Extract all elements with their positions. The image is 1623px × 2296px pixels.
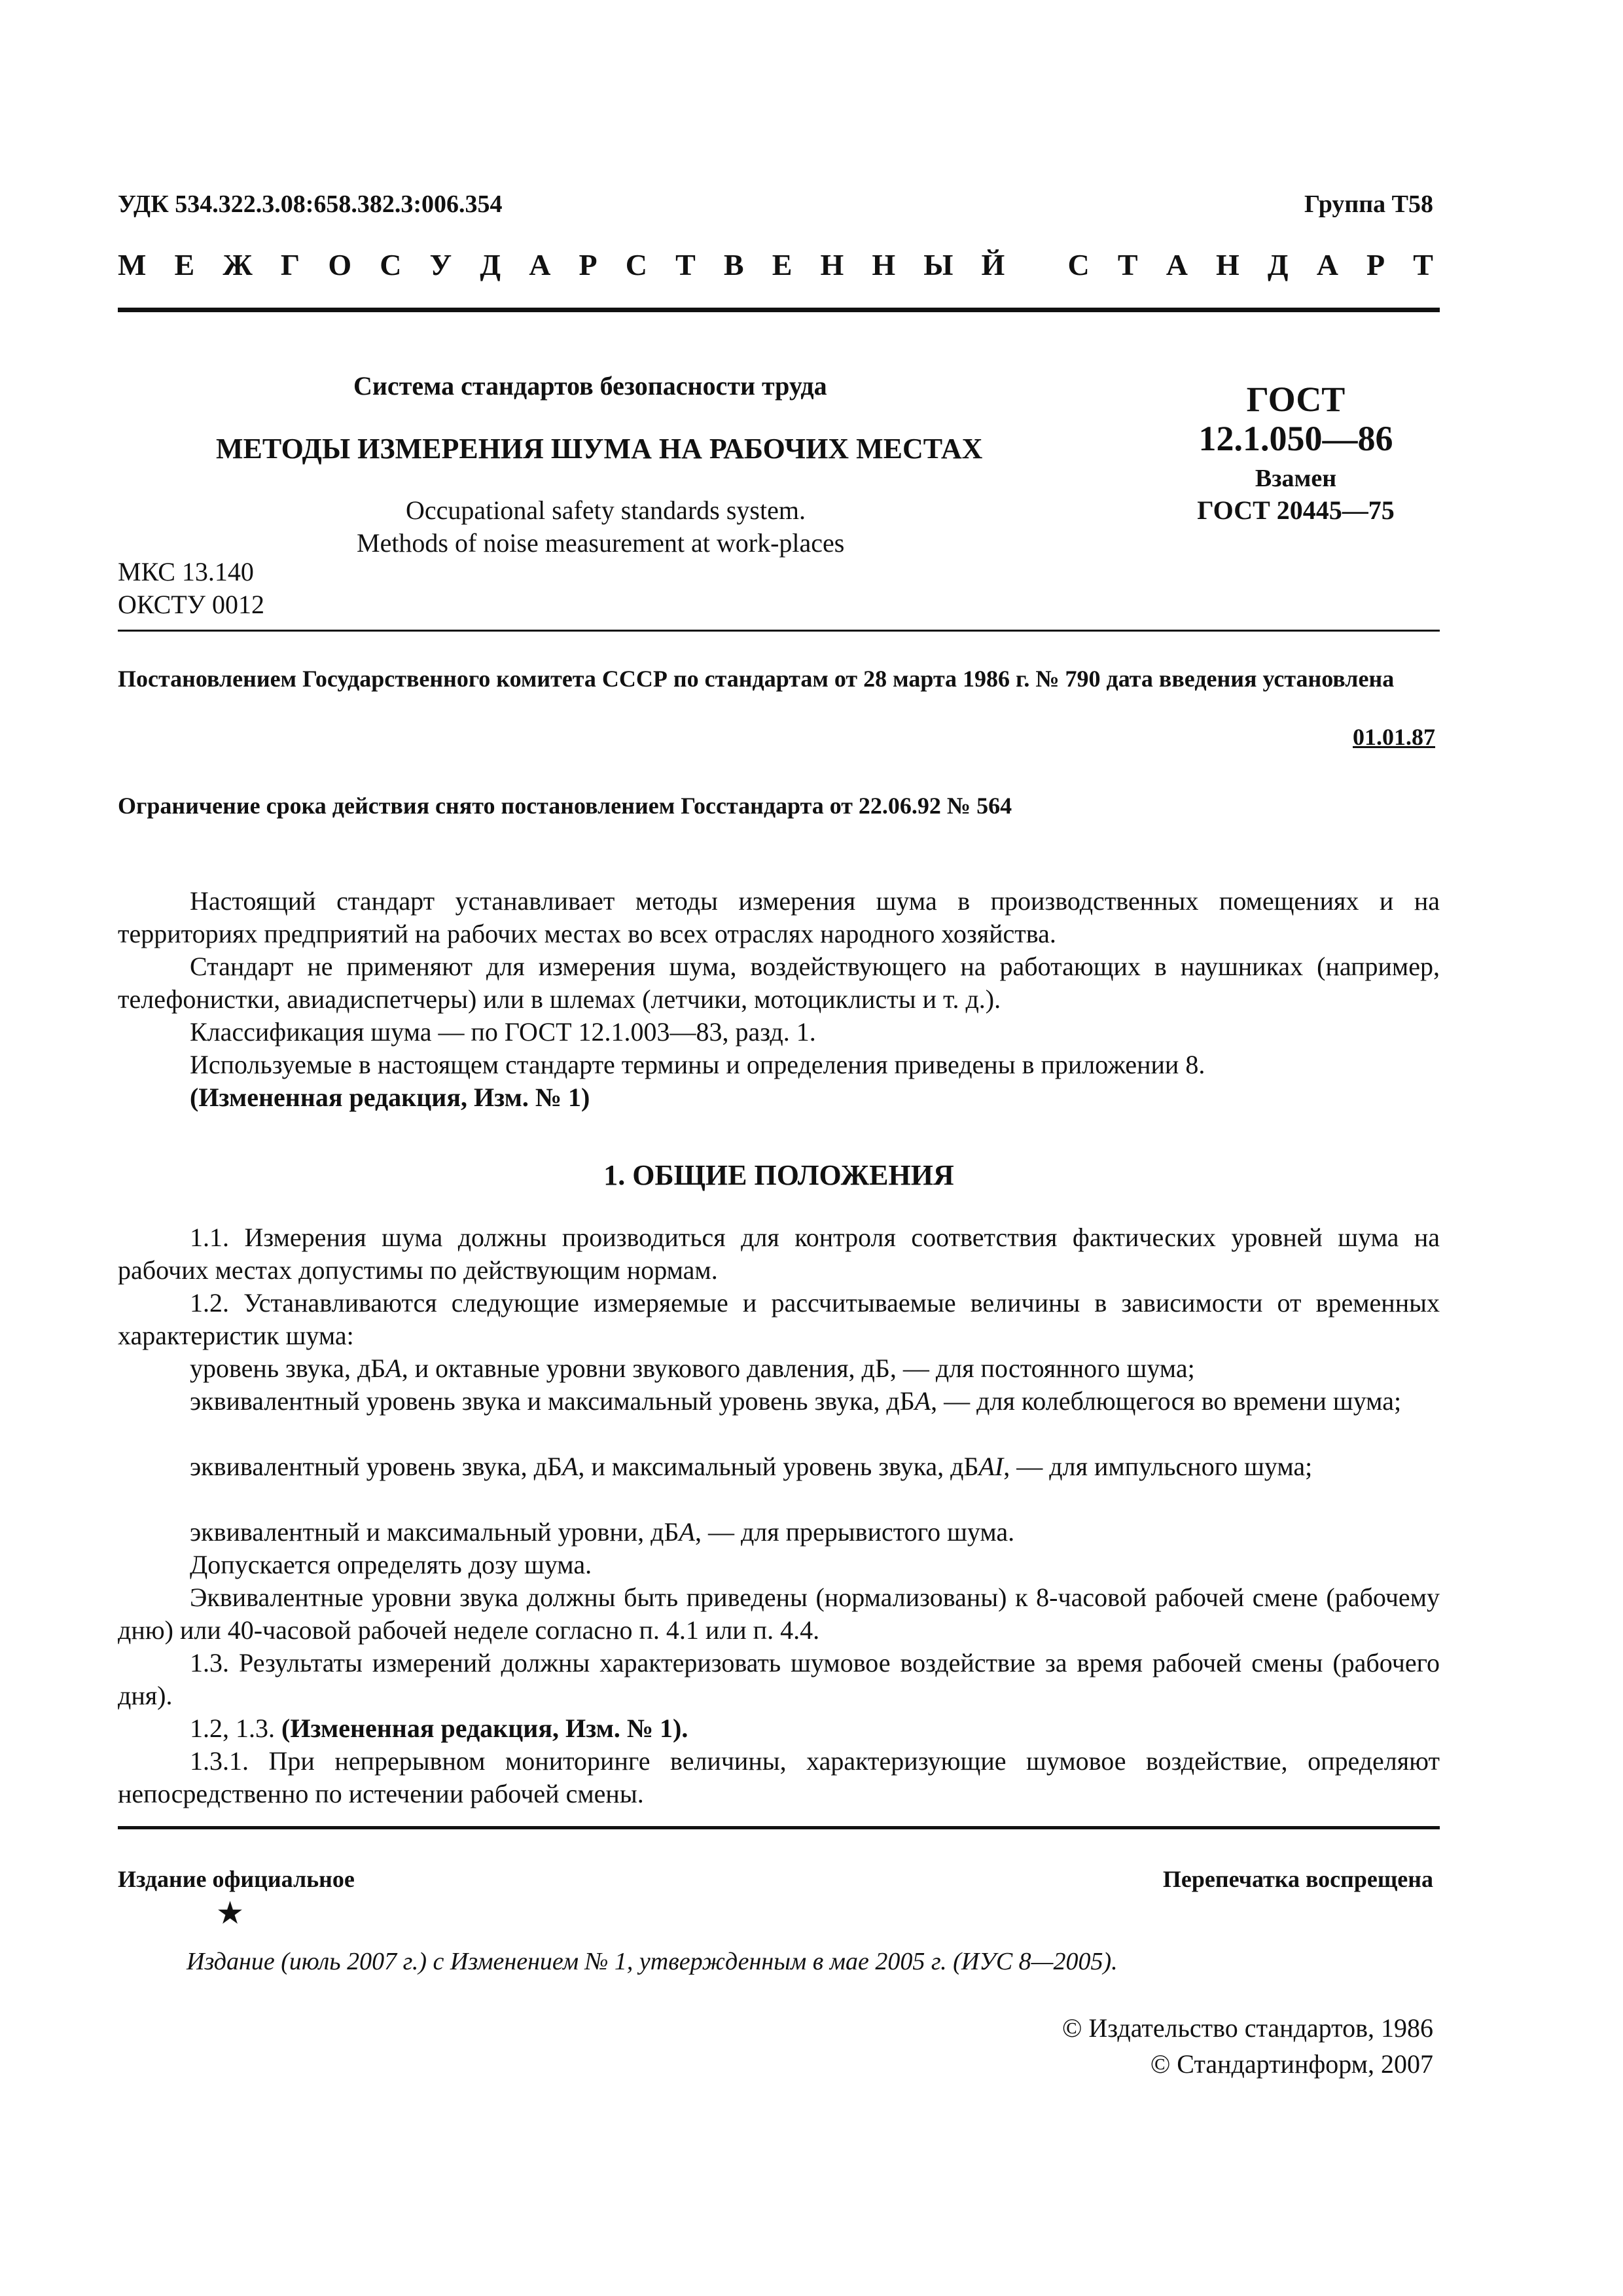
noise-dose-note: Допускается определять дозу шума.	[190, 1550, 592, 1579]
official-edition-label: Издание официальное	[118, 1866, 355, 1892]
banner-letter: Н	[872, 248, 896, 281]
validity-limitation-note: Ограничение срока действия снято постановлением Госстандарта от 22.06.92 № 564	[118, 793, 1012, 819]
reprint-prohibited-label: Перепечатка воспрещена	[1162, 1866, 1433, 1892]
intro-revision-note: (Измененная редакция, Изм. № 1)	[190, 1083, 590, 1112]
footer-rule	[118, 1826, 1440, 1829]
quantity-item-intermittent-noise: эквивалентный и максимальный уровни, дБА, — для прерывистого шума.	[190, 1517, 1015, 1547]
banner-letter: А	[1166, 248, 1188, 281]
intro-paragraph-terms: Используемые в настоящем стандарте термины и определения приведены в приложении 8.	[190, 1050, 1205, 1079]
header-rule	[118, 308, 1440, 312]
banner-letter: Р	[579, 248, 597, 281]
intro-paragraph-exclusions: Стандарт не применяют для измерения шума, воздействующего на работающих в наушниках (например, телефонистки, авиадиспетчеры) или в шлемах (летчики, мотоциклисты и т. д.).	[118, 952, 1440, 1014]
clauses-revision-text: (Измененная редакция, Изм. № 1).	[281, 1713, 688, 1743]
english-title-line-1: Occupational safety standards system.	[406, 495, 806, 525]
mks-code: МКС 13.140	[118, 557, 254, 586]
banner-letter: А	[529, 248, 551, 281]
banner-letter: Р	[1366, 248, 1385, 281]
intro-paragraph-scope: Настоящий стандарт устанавливает методы измерения шума в производственных помещениях и на территориях предприятий на рабочих местах во всех отраслях народного хозяйства.	[118, 886, 1440, 948]
banner-letter: Г	[280, 248, 300, 281]
banner-gap	[1033, 247, 1039, 282]
banner-letter: М	[118, 248, 147, 281]
banner-letter: Т	[1413, 248, 1433, 281]
clause-1-3: 1.3. Результаты измерений должны характеризовать шумовое воздействие за время рабочей смены (рабочего дня).	[118, 1648, 1440, 1710]
copyright-publisher-1986: © Издательство стандартов, 1986	[1061, 2013, 1433, 2043]
title-block-rule	[118, 630, 1440, 632]
interstate-standard-banner	[118, 247, 1433, 282]
banner-letter: У	[429, 248, 452, 281]
banner-letter: Ы	[923, 248, 954, 281]
banner-letter: В	[723, 248, 744, 281]
banner-letter: Й	[981, 248, 1005, 281]
document-title: МЕТОДЫ ИЗМЕРЕНИЯ ШУМА НА РАБОЧИХ МЕСТАХ	[216, 433, 983, 465]
banner-letter: Д	[1267, 248, 1289, 281]
banner-letter: Е	[772, 248, 793, 281]
clause-1-2: 1.2. Устанавливаются следующие измеряемые и рассчитываемые величины в зависимости от временных характеристик шума:	[118, 1288, 1440, 1350]
replaces-number: ГОСТ 20445—75	[1197, 495, 1395, 525]
banner-letter: Т	[675, 248, 696, 281]
banner-letter: Н	[820, 248, 844, 281]
adoption-decree: Постановлением Государственного комитета СССР по стандартам от 28 марта 1986 г. № 790 дата введения установлена	[118, 666, 1395, 692]
edition-note: Издание (июль 2007 г.) с Изменением № 1, утвержденным в мае 2005 г. (ИУС 8—2005).	[187, 1948, 1118, 1975]
group-code: Группа Т58	[1304, 190, 1433, 218]
banner-letter: С	[625, 248, 647, 281]
star-icon: ★	[216, 1895, 245, 1931]
banner-letter: С	[1067, 248, 1090, 281]
standards-system-name: Система стандартов безопасности труда	[353, 371, 827, 401]
introduction-date: 01.01.87	[1353, 724, 1435, 750]
clauses-revision-prefix: 1.2, 1.3.	[190, 1713, 281, 1743]
copyright-publisher-2007: © Стандартинформ, 2007	[1150, 2049, 1433, 2079]
udk-code: УДК 534.322.3.08:658.382.3:006.354	[118, 190, 503, 218]
quantity-item-fluctuating-noise: эквивалентный уровень звука и максимальный уровень звука, дБА, — для колеблющегося во времени шума;	[190, 1386, 1402, 1416]
clause-1-3-1: 1.3.1. При непрерывном мониторинге величины, характеризующие шумовое воздействие, определяют непосредственно по истечении рабочей смены.	[118, 1746, 1440, 1808]
replaces-label: Взамен	[1255, 465, 1337, 492]
gost-designation	[1155, 380, 1436, 526]
banner-letter: Т	[1117, 248, 1138, 281]
normalization-note: Эквивалентные уровни звука должны быть приведены (нормализованы) к 8-часовой рабочей смене (рабочему дню) или 40-часовой рабочей неделе согласно п. 4.1 или п. 4.4.	[118, 1583, 1440, 1645]
banner-letter: Е	[174, 248, 195, 281]
okstu-code: ОКСТУ 0012	[118, 590, 265, 619]
section-title: 1. ОБЩИЕ ПОЛОЖЕНИЯ	[603, 1159, 954, 1191]
quantity-item-impulse-noise: эквивалентный уровень звука, дБА, и максимальный уровень звука, дБAI, — для импульсного шума;	[190, 1452, 1313, 1481]
gost-label: ГОСТ	[1246, 380, 1346, 419]
banner-letter: Н	[1216, 248, 1240, 281]
banner-letter: С	[380, 248, 402, 281]
intro-paragraph-classification: Классификация шума — по ГОСТ 12.1.003—83, разд. 1.	[190, 1017, 816, 1047]
gost-number: 12.1.050—86	[1198, 419, 1393, 458]
clauses-revision-note	[190, 1712, 688, 1745]
quantity-item-constant-noise: уровень звука, дБА, и октавные уровни звукового давления, дБ, — для постоянного шума;	[190, 1354, 1195, 1383]
english-title-line-2: Methods of noise measurement at work-places	[357, 528, 845, 558]
banner-letter: О	[328, 248, 352, 281]
banner-letter: Ж	[223, 248, 253, 281]
banner-letter: Д	[480, 248, 501, 281]
banner-letter: А	[1316, 248, 1338, 281]
clause-1-1: 1.1. Измерения шума должны производиться для контроля соответствия фактических уровней шума на рабочих местах допустимы по действующим нормам.	[118, 1223, 1440, 1285]
